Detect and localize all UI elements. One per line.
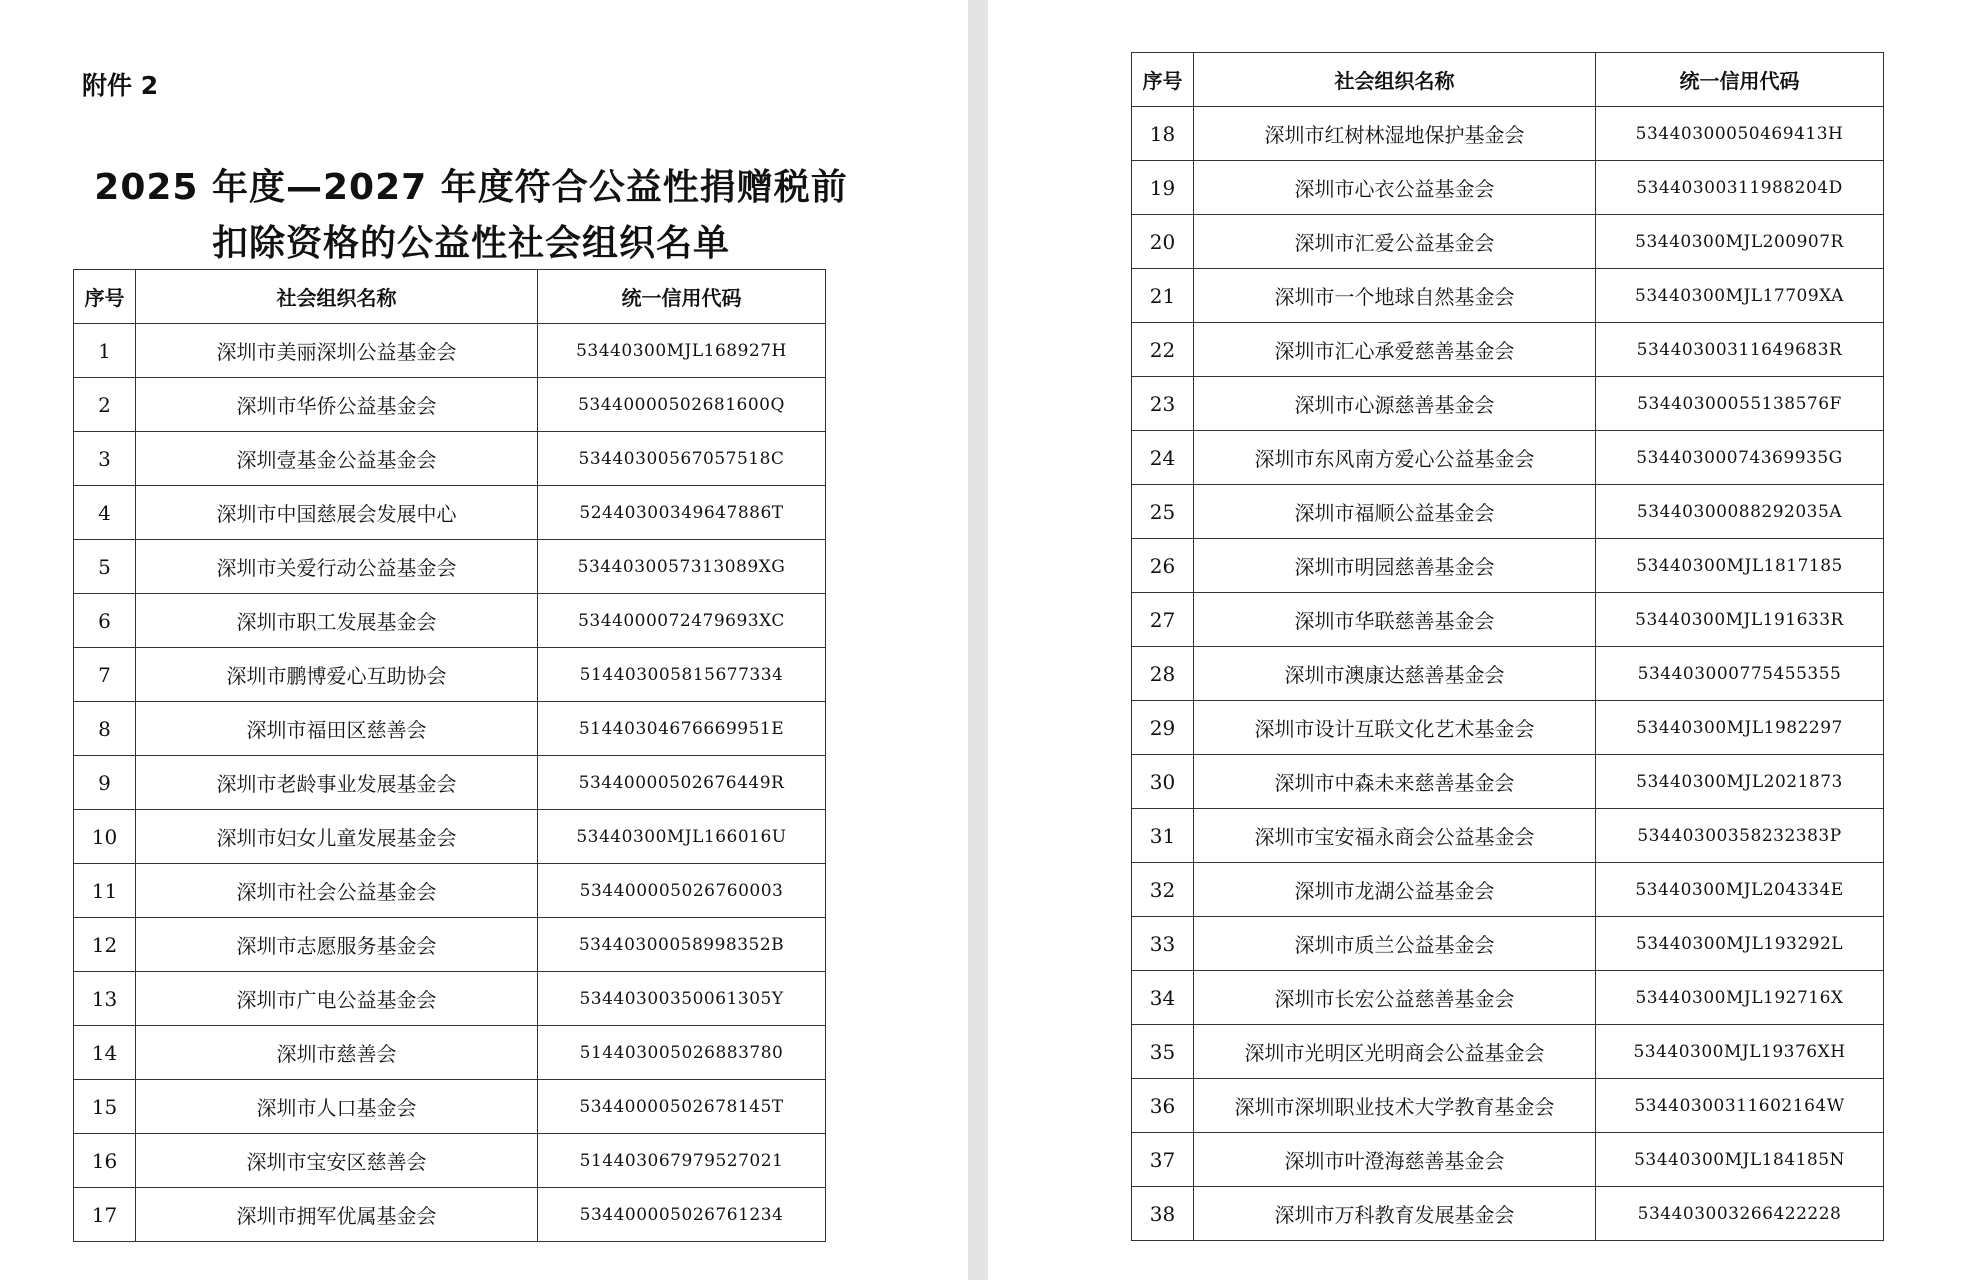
table-row [1132,593,1884,647]
table-row [1132,485,1884,539]
table-row [74,648,826,702]
credit-code-cell: 534403000775455355 [1596,647,1884,701]
organization-name-cell: 深圳市澳康达慈善基金会 [1194,647,1596,701]
row-number-cell: 33 [1132,917,1194,971]
row-number-cell: 34 [1132,971,1194,1025]
credit-code-cell: 52440300349647886T [538,486,826,540]
credit-code-cell: 5344000072479693XC [538,594,826,648]
row-number-cell: 23 [1132,377,1194,431]
organization-name-cell: 深圳市长宏公益慈善基金会 [1194,971,1596,1025]
organization-name-cell: 深圳市人口基金会 [136,1080,538,1134]
organization-name-cell: 深圳市光明区光明商会公益基金会 [1194,1025,1596,1079]
table-row [74,702,826,756]
organization-name-cell: 深圳市中森未来慈善基金会 [1194,755,1596,809]
organization-name-cell: 深圳市拥军优属基金会 [136,1188,538,1242]
row-number-cell: 35 [1132,1025,1194,1079]
credit-code-cell: 53440300088292035A [1596,485,1884,539]
document-page-right [988,0,1970,1280]
credit-code-cell: 534400005026761234 [538,1188,826,1242]
document-title [40,160,902,272]
credit-code-cell: 53440000502681600Q [538,378,826,432]
row-number-cell: 11 [74,864,136,918]
table-row [1132,323,1884,377]
credit-code-cell: 53440300MJL191633R [1596,593,1884,647]
row-number-cell: 26 [1132,539,1194,593]
organization-name-cell: 深圳市关爱行动公益基金会 [136,540,538,594]
row-number-cell: 4 [74,486,136,540]
credit-code-cell: 53440300MJL166016U [538,810,826,864]
row-number-cell: 13 [74,972,136,1026]
organization-name-cell: 深圳市红树林湿地保护基金会 [1194,107,1596,161]
document-title-line-2: 扣除资格的公益性社会组织名单 [211,223,730,264]
organization-name-cell: 深圳市心衣公益基金会 [1194,161,1596,215]
table-row [1132,269,1884,323]
table-row [1132,1079,1884,1133]
header-no: 序号 [1132,53,1194,107]
table-row [74,810,826,864]
row-number-cell: 6 [74,594,136,648]
table-row [1132,431,1884,485]
table-row [74,864,826,918]
table-row [74,1026,826,1080]
organization-name-cell: 深圳市龙湖公益基金会 [1194,863,1596,917]
row-number-cell: 29 [1132,701,1194,755]
credit-code-cell: 53440300MJL17709XA [1596,269,1884,323]
organization-name-cell: 深圳市职工发展基金会 [136,594,538,648]
table-row [74,378,826,432]
credit-code-cell: 53440300050469413H [1596,107,1884,161]
table-row [1132,215,1884,269]
row-number-cell: 15 [74,1080,136,1134]
credit-code-cell: 53440300MJL19376XH [1596,1025,1884,1079]
organization-name-cell: 深圳市慈善会 [136,1026,538,1080]
credit-code-cell: 53440300358232383P [1596,809,1884,863]
organization-name-cell: 深圳市中国慈展会发展中心 [136,486,538,540]
row-number-cell: 2 [74,378,136,432]
row-number-cell: 16 [74,1134,136,1188]
credit-code-cell: 53440300MJL1982297 [1596,701,1884,755]
organization-name-cell: 深圳市东风南方爱心公益基金会 [1194,431,1596,485]
row-number-cell: 3 [74,432,136,486]
header-code: 统一信用代码 [1596,53,1884,107]
row-number-cell: 21 [1132,269,1194,323]
organization-name-cell: 深圳市心源慈善基金会 [1194,377,1596,431]
table-row [1132,755,1884,809]
credit-code-cell: 53440300MJL168927H [538,324,826,378]
table-row [74,756,826,810]
organization-name-cell: 深圳市鹏博爱心互助协会 [136,648,538,702]
credit-code-cell: 53440000502676449R [538,756,826,810]
row-number-cell: 9 [74,756,136,810]
organization-name-cell: 深圳市明园慈善基金会 [1194,539,1596,593]
organization-name-cell: 深圳市设计互联文化艺术基金会 [1194,701,1596,755]
row-number-cell: 30 [1132,755,1194,809]
document-title-line-1: 2025 年度—2027 年度符合公益性捐赠税前 [94,167,848,208]
credit-code-cell: 53440300567057518C [538,432,826,486]
organization-name-cell: 深圳市一个地球自然基金会 [1194,269,1596,323]
table-row [74,1134,826,1188]
table-row [1132,107,1884,161]
table-row [1132,1133,1884,1187]
row-number-cell: 17 [74,1188,136,1242]
credit-code-cell: 534400005026760003 [538,864,826,918]
table-row [1132,863,1884,917]
credit-code-cell: 53440300055138576F [1596,377,1884,431]
organization-table-right [1131,52,1884,1241]
table-row [74,594,826,648]
table-row [74,918,826,972]
row-number-cell: 37 [1132,1133,1194,1187]
table-header-row [1132,53,1884,107]
row-number-cell: 5 [74,540,136,594]
organization-name-cell: 深圳市福顺公益基金会 [1194,485,1596,539]
credit-code-cell: 53440300MJL1817185 [1596,539,1884,593]
credit-code-cell: 53440000502678145T [538,1080,826,1134]
table-row [74,432,826,486]
header-code: 统一信用代码 [538,270,826,324]
organization-name-cell: 深圳市叶澄海慈善基金会 [1194,1133,1596,1187]
table-row [74,1080,826,1134]
row-number-cell: 24 [1132,431,1194,485]
row-number-cell: 38 [1132,1187,1194,1241]
credit-code-cell: 53440300MJL192716X [1596,971,1884,1025]
credit-code-cell: 53440300058998352B [538,918,826,972]
row-number-cell: 18 [1132,107,1194,161]
organization-name-cell: 深圳市深圳职业技术大学教育基金会 [1194,1079,1596,1133]
table-body-left [74,324,826,1242]
organization-name-cell: 深圳市质兰公益基金会 [1194,917,1596,971]
table-row [74,486,826,540]
organization-name-cell: 深圳壹基金公益基金会 [136,432,538,486]
credit-code-cell: 514403067979527021 [538,1134,826,1188]
row-number-cell: 32 [1132,863,1194,917]
credit-code-cell: 534403003266422228 [1596,1187,1884,1241]
row-number-cell: 14 [74,1026,136,1080]
row-number-cell: 7 [74,648,136,702]
table-row [1132,917,1884,971]
credit-code-cell: 51440304676669951E [538,702,826,756]
table-row [74,540,826,594]
organization-name-cell: 深圳市汇心承爱慈善基金会 [1194,323,1596,377]
row-number-cell: 19 [1132,161,1194,215]
row-number-cell: 20 [1132,215,1194,269]
row-number-cell: 36 [1132,1079,1194,1133]
organization-name-cell: 深圳市宝安福永商会公益基金会 [1194,809,1596,863]
organization-name-cell: 深圳市社会公益基金会 [136,864,538,918]
table-row [1132,701,1884,755]
row-number-cell: 25 [1132,485,1194,539]
table-header-row [74,270,826,324]
organization-table-left [73,269,826,1242]
table-row [1132,971,1884,1025]
organization-name-cell: 深圳市老龄事业发展基金会 [136,756,538,810]
organization-name-cell: 深圳市汇爱公益基金会 [1194,215,1596,269]
table-row [74,1188,826,1242]
table-row [1132,539,1884,593]
table-row [1132,1025,1884,1079]
table-row [1132,161,1884,215]
credit-code-cell: 53440300311602164W [1596,1079,1884,1133]
organization-name-cell: 深圳市福田区慈善会 [136,702,538,756]
table-row [1132,377,1884,431]
header-name: 社会组织名称 [1194,53,1596,107]
row-number-cell: 31 [1132,809,1194,863]
organization-name-cell: 深圳市志愿服务基金会 [136,918,538,972]
row-number-cell: 1 [74,324,136,378]
credit-code-cell: 53440300MJL200907R [1596,215,1884,269]
table-row [1132,1187,1884,1241]
organization-name-cell: 深圳市妇女儿童发展基金会 [136,810,538,864]
organization-name-cell: 深圳市广电公益基金会 [136,972,538,1026]
credit-code-cell: 53440300350061305Y [538,972,826,1026]
row-number-cell: 8 [74,702,136,756]
credit-code-cell: 53440300MJL193292L [1596,917,1884,971]
row-number-cell: 28 [1132,647,1194,701]
attachment-label: 附件 2 [82,71,159,100]
row-number-cell: 27 [1132,593,1194,647]
credit-code-cell: 53440300MJL204334E [1596,863,1884,917]
header-no: 序号 [74,270,136,324]
organization-name-cell: 深圳市华侨公益基金会 [136,378,538,432]
credit-code-cell: 53440300311649683R [1596,323,1884,377]
table-body-right [1132,107,1884,1241]
credit-code-cell: 53440300MJL2021873 [1596,755,1884,809]
credit-code-cell: 514403005026883780 [538,1026,826,1080]
organization-name-cell: 深圳市美丽深圳公益基金会 [136,324,538,378]
credit-code-cell: 53440300311988204D [1596,161,1884,215]
table-row [74,972,826,1026]
document-page-left [0,0,968,1280]
table-row [1132,809,1884,863]
credit-code-cell: 53440300MJL184185N [1596,1133,1884,1187]
row-number-cell: 22 [1132,323,1194,377]
organization-name-cell: 深圳市华联慈善基金会 [1194,593,1596,647]
credit-code-cell: 53440300074369935G [1596,431,1884,485]
table-row [1132,647,1884,701]
organization-name-cell: 深圳市万科教育发展基金会 [1194,1187,1596,1241]
table-row [74,324,826,378]
row-number-cell: 12 [74,918,136,972]
header-name: 社会组织名称 [136,270,538,324]
organization-name-cell: 深圳市宝安区慈善会 [136,1134,538,1188]
credit-code-cell: 514403005815677334 [538,648,826,702]
row-number-cell: 10 [74,810,136,864]
credit-code-cell: 5344030057313089XG [538,540,826,594]
